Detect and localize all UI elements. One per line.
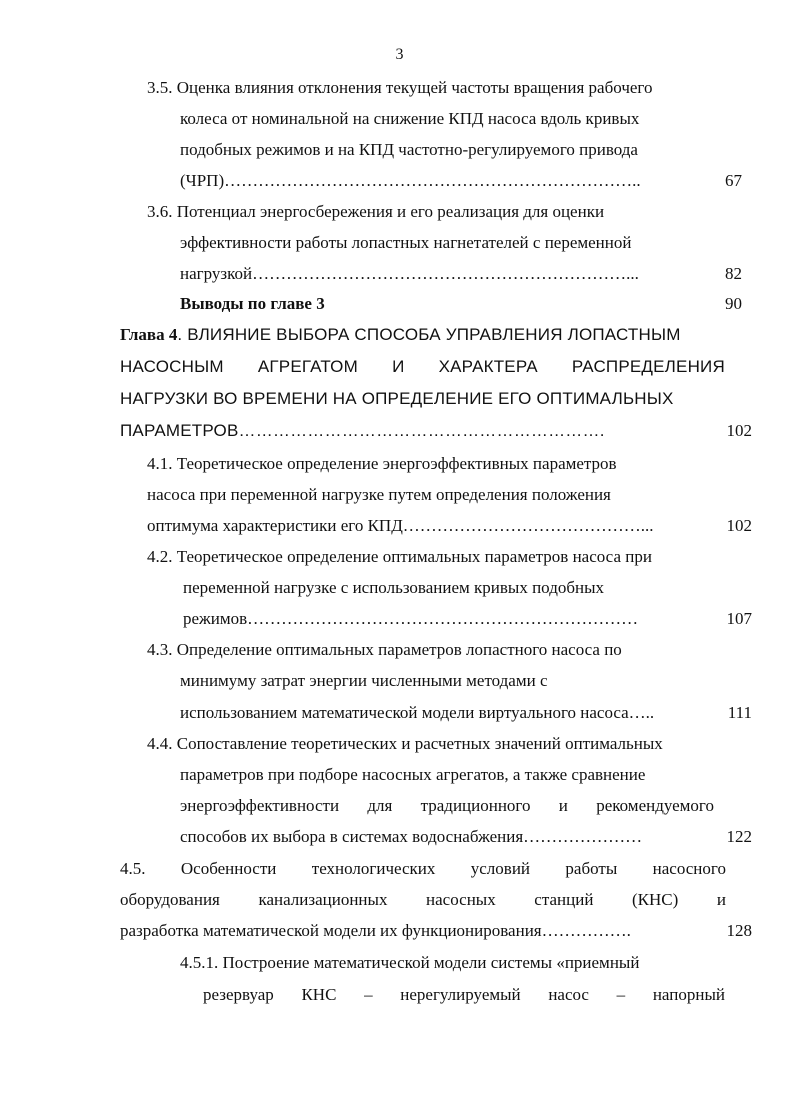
toc-3-5-line-3: подобных режимов и на КПД частотно-регулируемого привода	[180, 140, 638, 159]
toc-4-4-line-4: способов их выбора в системах водоснабжения…………………	[180, 827, 643, 846]
toc-4-1-line-2: насоса при переменной нагрузке путем определения положения	[147, 485, 611, 504]
word: КНС	[301, 985, 337, 1004]
toc-4-5-line-2	[120, 889, 726, 911]
toc-4-3-line-1: 4.3. Определение оптимальных параметров лопастного насоса по	[147, 640, 622, 659]
toc-4-4-line-3	[180, 795, 714, 817]
word: напорный	[652, 985, 725, 1004]
toc-3-6-line-2: эффективности работы лопастных нагнетателей с переменной	[180, 233, 632, 252]
word: канализационных	[258, 890, 388, 909]
word: станций	[534, 890, 594, 909]
word: РАСПРЕДЕЛЕНИЯ	[571, 357, 725, 376]
toc-3-5-line-1: 3.5. Оценка влияния отклонения текущей частоты вращения рабочего	[147, 78, 653, 97]
word: резервуар	[203, 985, 274, 1004]
word: 4.5.	[120, 859, 146, 878]
toc-conclusions-3-page: 90	[725, 294, 742, 313]
toc-4-5-1-line-2	[203, 984, 725, 1006]
toc-4-1-line-3: оптимума характеристики его КПД……………………………………...	[147, 516, 654, 535]
word: –	[616, 985, 626, 1004]
word: –	[364, 985, 373, 1004]
word: насос	[548, 985, 589, 1004]
word: АГРЕГАТОМ	[257, 357, 358, 376]
toc-4-2-line-2: переменной нагрузке с использованием кривых подобных	[183, 578, 605, 597]
toc-3-6-line-1: 3.6. Потенциал энергосбережения и его реализация для оценки	[147, 202, 605, 221]
toc-chapter-4-line-2	[120, 356, 725, 378]
toc-conclusions-3: Выводы по главе 3	[180, 294, 325, 313]
toc-4-5-line-1	[120, 858, 726, 880]
word: условий	[470, 859, 531, 878]
word: работы	[565, 859, 618, 878]
word: нерегулируемый	[400, 985, 521, 1004]
word: и	[558, 796, 568, 815]
toc-4-2-page: 107	[726, 609, 752, 628]
toc-4-1-page: 102	[726, 516, 752, 535]
word: насосных	[426, 890, 496, 909]
toc-4-4-line-1: 4.4. Сопоставление теоретических и расчетных значений оптимальных	[147, 734, 663, 753]
toc-4-5-1-line-1: 4.5.1. Построение математической модели системы «приемный	[180, 953, 640, 972]
toc-4-2-line-1: 4.2. Теоретическое определение оптимальных параметров насоса при	[147, 547, 652, 566]
toc-3-5-line-4: (ЧРП)………………………………………………………………..	[180, 171, 641, 190]
word: и	[716, 890, 726, 909]
word: И	[392, 357, 405, 376]
toc-4-4-page: 122	[726, 827, 752, 846]
word: технологических	[311, 859, 436, 878]
toc-3-5-line-2: колеса от номинальной на снижение КПД насоса вдоль кривых	[180, 109, 640, 128]
toc-4-3-line-2: минимуму затрат энергии численными методами с	[180, 671, 548, 690]
word: энергоэффективности	[180, 796, 340, 815]
toc-chapter-4-line-1	[120, 324, 681, 346]
toc-4-2-line-3: режимов……………………………………………………………	[183, 609, 639, 628]
toc-3-6-line-3: нагрузкой…………………………………………………………...	[180, 264, 639, 283]
word: традиционного	[420, 796, 531, 815]
word: рекомендуемого	[596, 796, 714, 815]
word: для	[367, 796, 393, 815]
toc-3-6-page: 82	[725, 264, 742, 283]
toc-chapter-4-line-4: ПАРАМЕТРОВ……………………………………………………….	[120, 421, 605, 440]
word: насосного	[652, 859, 726, 878]
word: ХАРАКТЕРА	[438, 357, 538, 376]
toc-3-5-page: 67	[725, 171, 742, 190]
chapter-4-label: Глава 4	[120, 325, 178, 344]
toc-4-4-line-2: параметров при подборе насосных агрегатов, а также сравнение	[180, 765, 646, 784]
toc-4-5-line-3: разработка математической модели их функционирования…………….	[120, 921, 631, 940]
word: (КНС)	[632, 890, 679, 909]
word: Особенности	[180, 859, 277, 878]
toc-4-1-line-1: 4.1. Теоретическое определение энергоэффективных параметров	[147, 454, 617, 473]
toc-chapter-4-line-3: НАГРУЗКИ ВО ВРЕМЕНИ НА ОПРЕДЕЛЕНИЕ ЕГО ОПТИМАЛЬНЫХ	[120, 389, 674, 408]
chapter-4-title-start: . ВЛИЯНИЕ ВЫБОРА СПОСОБА УПРАВЛЕНИЯ ЛОПАСТНЫМ	[177, 325, 681, 344]
toc-chapter-4-page: 102	[726, 421, 752, 440]
word: оборудования	[120, 890, 220, 909]
toc-4-3-page: 111	[727, 703, 752, 722]
word: НАСОСНЫМ	[120, 357, 224, 376]
toc-4-5-page: 128	[726, 921, 752, 940]
page-number: 3	[395, 46, 404, 63]
toc-4-3-line-3: использованием математической модели виртуального насоса…..	[180, 703, 655, 722]
